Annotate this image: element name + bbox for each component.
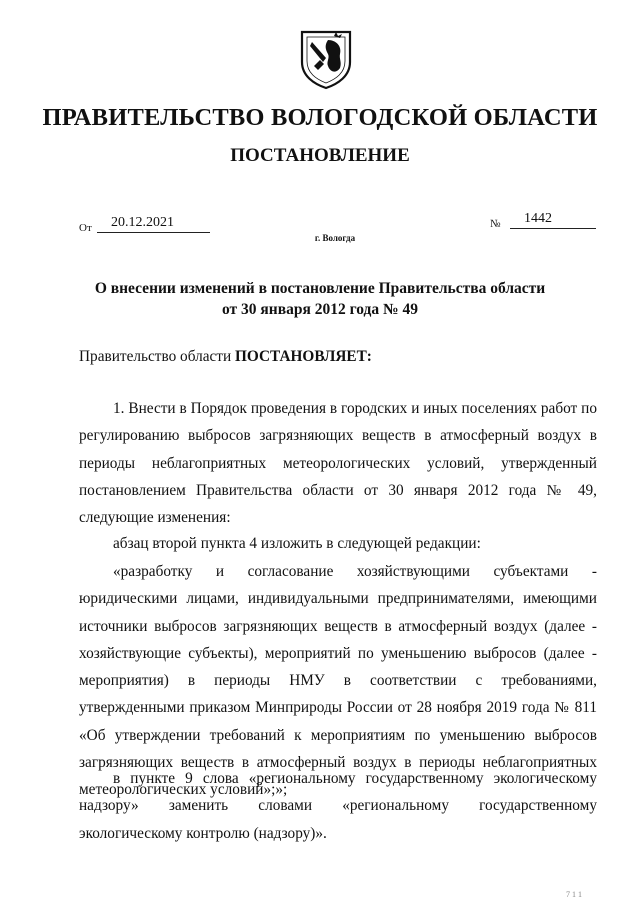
decree-line (79, 348, 597, 366)
paragraph-2: абзац второй пункта 4 изложить в следующей редакции: (113, 535, 481, 552)
document-subject (0, 278, 640, 320)
number-label: № (490, 218, 501, 230)
decree-keyword: ПОСТАНОВЛЯЕТ: (235, 348, 372, 365)
coat-of-arms-icon (298, 28, 354, 90)
footer-mark: 7 1 1 (566, 890, 582, 899)
government-title: ПРАВИТЕЛЬСТВО ВОЛОГОДСКОЙ ОБЛАСТИ (42, 104, 598, 131)
document-type-heading: ПОСТАНОВЛЕНИЕ (230, 145, 410, 166)
city-label: г. Вологда (314, 233, 356, 243)
subject-line-2: от 30 января 2012 года № 49 (222, 301, 418, 318)
subject-line-1: О внесении изменений в постановление Правительства области (94, 280, 546, 297)
document-number: 1442 (510, 210, 596, 229)
paragraph-3: «разработку и согласование хозяйствующими субъектами - юридическими лицами, индивидуальными предпринимателями, имеющими источники выбросов загрязняющих веществ в атмосферный воздух (далее - хозяйствующие субъекты), мероприятий по уменьшению выбросов (далее - мероприятия) в периоды НМУ в соответствии с требованиями, утвержденными приказом Минприроды России от 28 ноября 2019 года № 811 «Об утверждении требований к мероприятиям по уменьшению выбросов загрязняющих веществ в атмосферный воздух в периоды неблагоприятных метеорологических условий»;»; (79, 563, 597, 799)
paragraph-1: 1. Внести в Порядок проведения в городских и иных поселениях работ по регулированию выбросов загрязняющих веществ в атмосферный воздух в периоды неблагоприятных метеорологических условий, утвержденный постановлением Правительства области от 30 января 2012 года № 49, следующие изменения: (79, 400, 597, 527)
paragraph-4: в пункте 9 слова «региональному государственному экологическому надзору» заменить словами «региональному государственному экологическому контролю (надзору)». (79, 770, 597, 842)
decree-prefix: Правительство области (79, 348, 232, 365)
document-date: 20.12.2021 (97, 214, 210, 233)
date-label: От (79, 222, 92, 234)
